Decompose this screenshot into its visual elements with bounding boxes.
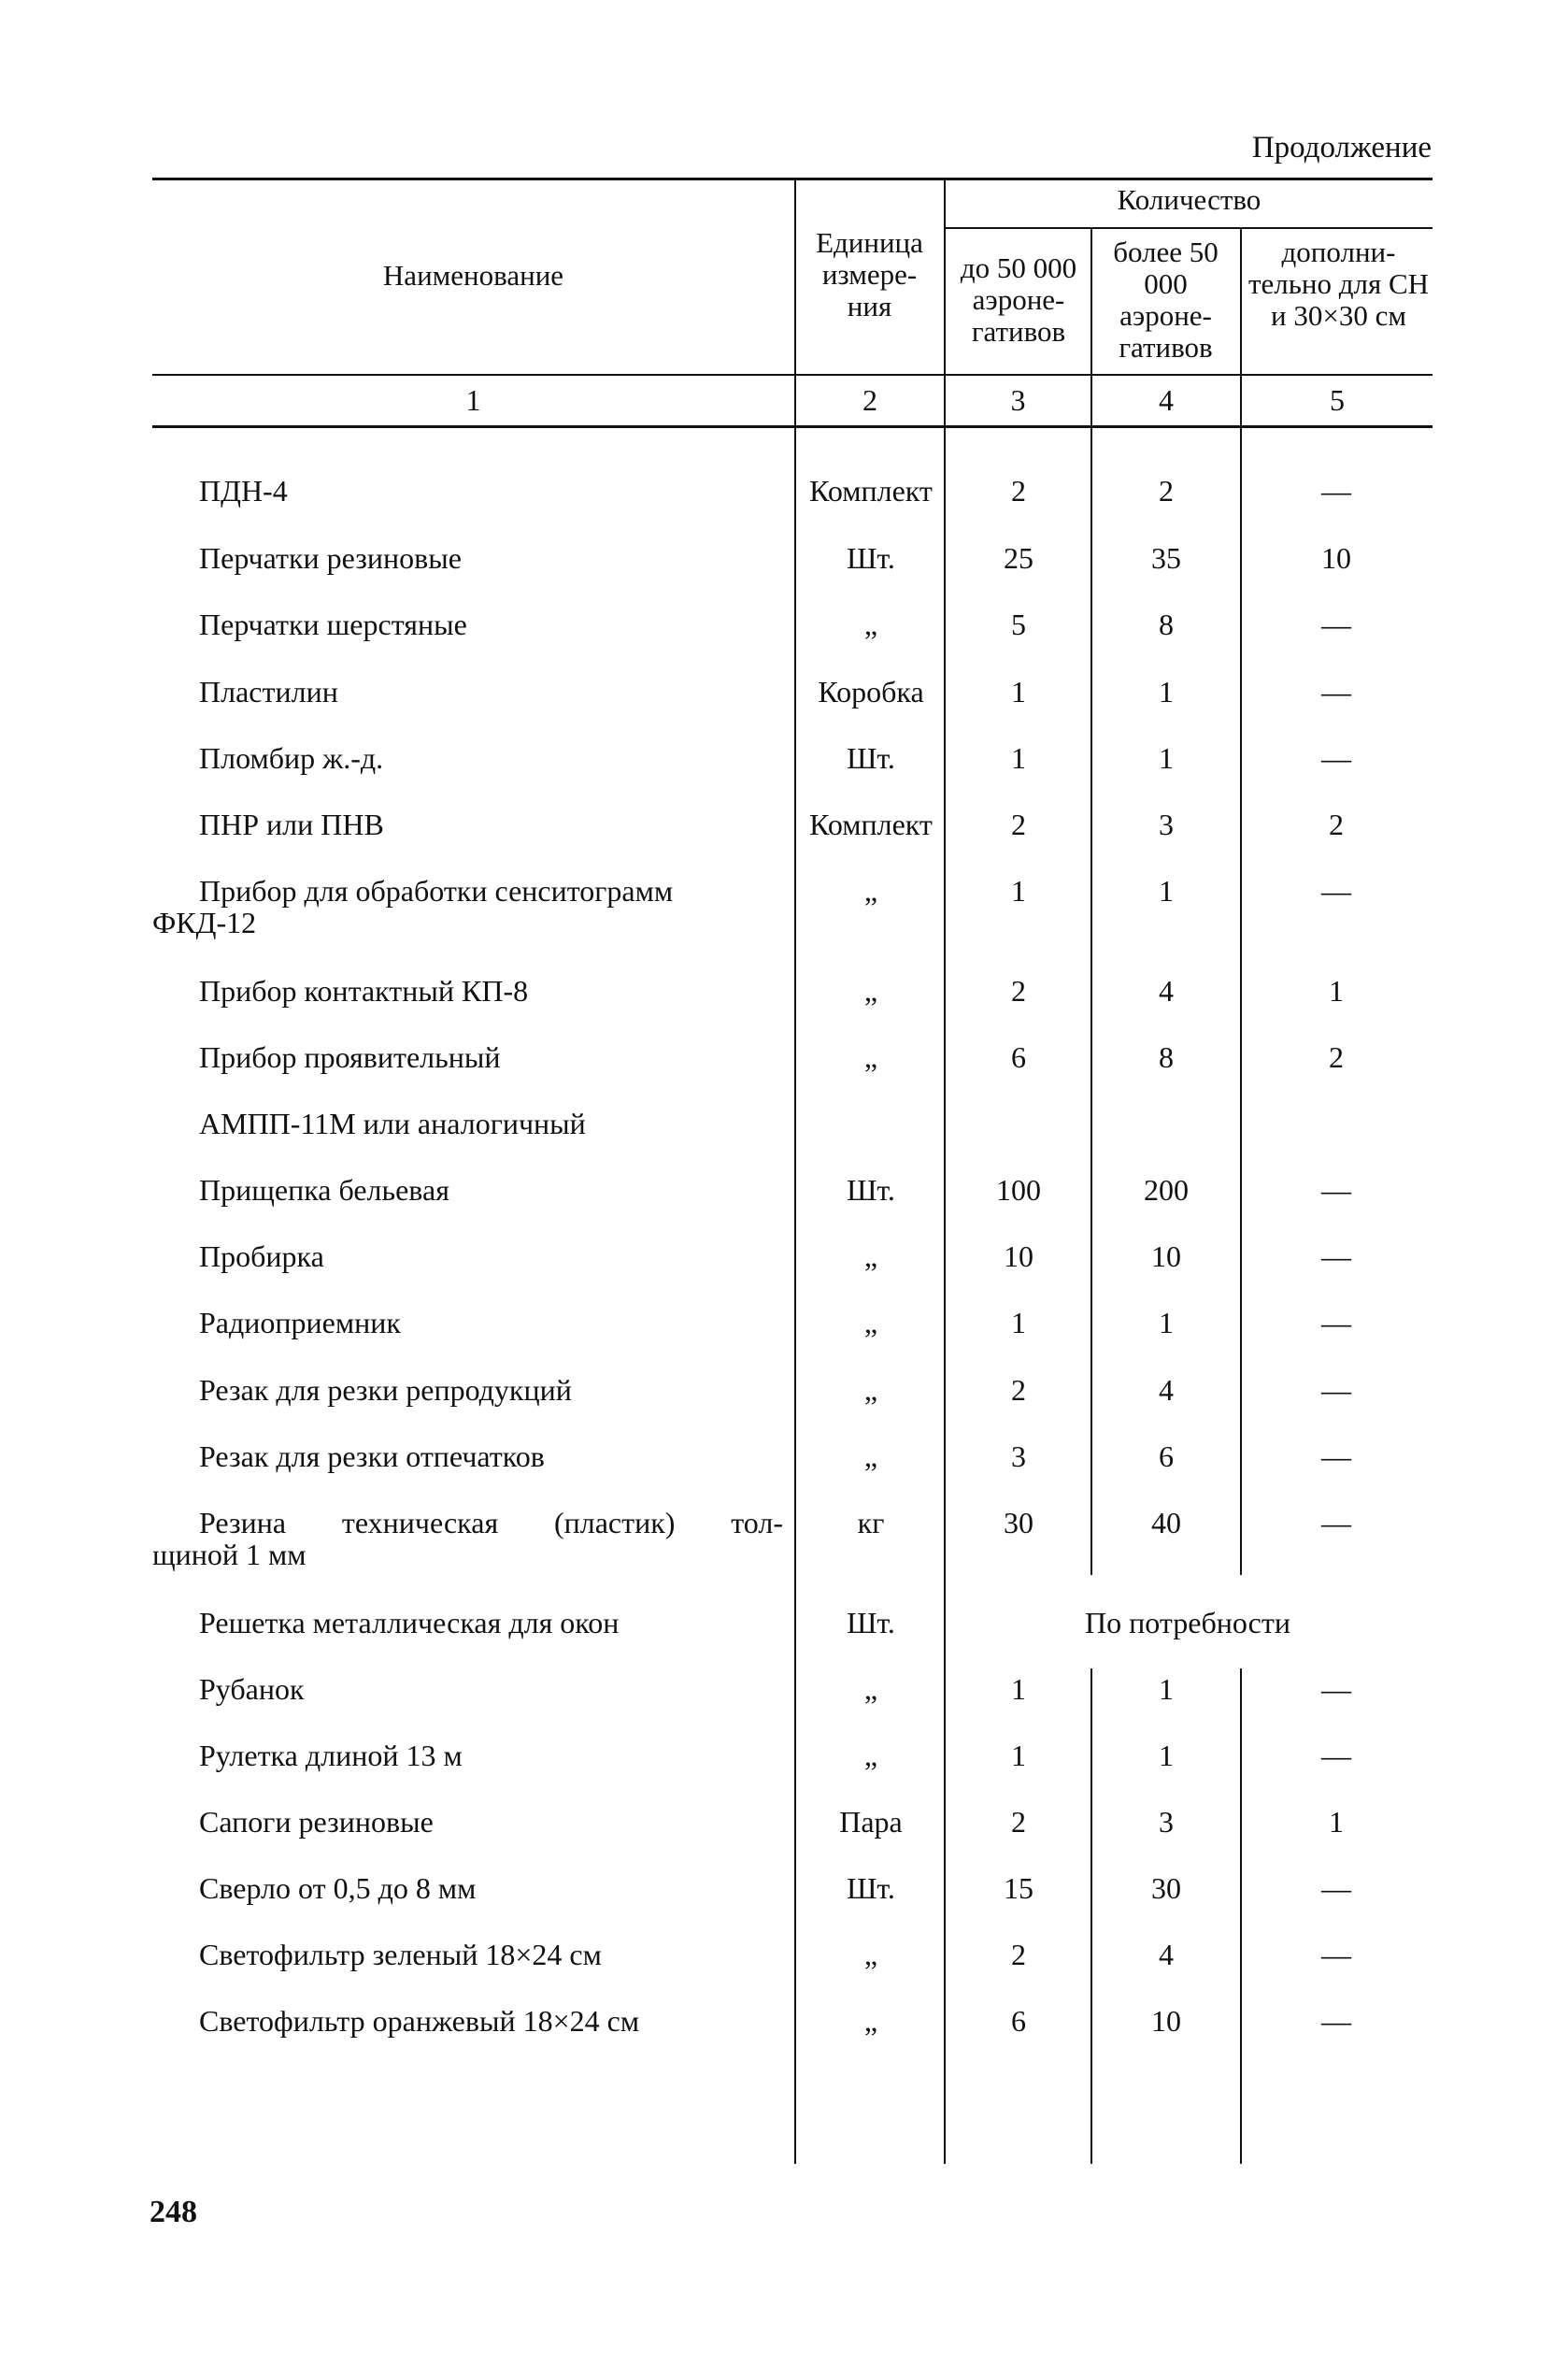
row-unit: „	[863, 1439, 878, 1473]
row-name: Рубанок	[199, 1672, 305, 1706]
row-unit: „	[863, 1373, 878, 1407]
table-top-rule	[152, 178, 1433, 180]
row-qty-additional: —	[1321, 1439, 1351, 1473]
column-number-1: 1	[465, 383, 481, 417]
row-qty-additional: —	[1321, 1239, 1351, 1273]
continued-label: Продолжение	[1251, 131, 1432, 165]
row-qty-under-50000: 1	[1011, 1306, 1026, 1339]
row-qty-additional: —	[1321, 1506, 1351, 1539]
row-unit: „	[863, 1739, 878, 1772]
row-qty-additional: —	[1321, 1373, 1351, 1407]
row-name: Радиоприемник	[199, 1306, 401, 1339]
row-qty-over-50000: 8	[1159, 1040, 1174, 1074]
row-name: Прибор проявительный	[199, 1040, 501, 1074]
row-name: Сверло от 0,5 до 8 мм	[199, 1871, 477, 1905]
header-col4: более 50 000 аэроне- гативов	[1113, 236, 1219, 364]
row-qty-over-50000: 30	[1151, 1871, 1181, 1905]
row-qty-additional: —	[1321, 1306, 1351, 1339]
row-unit: Шт.	[847, 741, 895, 775]
row-qty-over-50000: 3	[1159, 808, 1174, 841]
row-qty-under-50000: 6	[1011, 2004, 1026, 2038]
row-qty-additional: —	[1321, 1938, 1351, 1971]
row-qty-additional: —	[1321, 675, 1351, 709]
row-name: Резак для резки отпечатков	[199, 1439, 545, 1473]
row-qty-over-50000: 4	[1159, 1373, 1174, 1407]
row-name: Перчатки шерстяные	[199, 608, 467, 641]
row-qty-additional: —	[1321, 608, 1351, 641]
row-qty-additional: —	[1321, 474, 1351, 508]
row-qty-under-50000: 2	[1011, 474, 1026, 508]
row-unit: „	[863, 1239, 878, 1273]
quantity-header-rule	[946, 227, 1433, 229]
row-qty-additional: —	[1321, 1739, 1351, 1772]
row-unit: „	[863, 1306, 878, 1339]
row-qty-under-50000: 30	[1004, 1506, 1033, 1539]
row-name: Светофильтр оранжевый 18×24 см	[199, 2004, 640, 2038]
row-qty-additional: 1	[1329, 974, 1344, 1008]
header-col3: до 50 000 аэроне- гативов	[960, 251, 1077, 348]
row-qty-over-50000: 1	[1159, 675, 1174, 709]
row-qty-additional: —	[1321, 1173, 1351, 1207]
row-qty-under-50000: 6	[1011, 1040, 1026, 1074]
row-name: Прищепка бельевая	[199, 1173, 449, 1207]
row-qty-under-50000: 2	[1011, 1938, 1026, 1971]
row-qty-over-50000: 1	[1159, 874, 1174, 908]
row-qty-additional: 10	[1321, 541, 1351, 575]
header-quantity: Количество	[1117, 183, 1262, 216]
row-qty-over-50000: 8	[1159, 608, 1174, 641]
row-qty-additional: —	[1321, 741, 1351, 775]
row-unit: „	[863, 1040, 878, 1074]
row-qty-additional: 2	[1329, 808, 1344, 841]
row-qty-over-50000: 35	[1151, 541, 1181, 575]
row-name-continuation: ФКД-12	[152, 906, 257, 939]
body-divider-4b	[1240, 1668, 1242, 2164]
row-name: Перчатки резиновые	[199, 541, 462, 575]
row-name: Светофильтр зеленый 18×24 см	[199, 1938, 602, 1971]
row-qty-over-50000: 10	[1151, 1239, 1181, 1273]
row-unit: „	[863, 608, 878, 641]
row-unit: Комплект	[809, 474, 933, 508]
row-unit: Шт.	[847, 541, 895, 575]
row-qty-additional: 2	[1329, 1040, 1344, 1074]
row-name: Резак для резки репродукций	[199, 1373, 572, 1407]
row-qty-over-50000: 1	[1159, 1739, 1174, 1772]
row-name: Прибор контактный КП-8	[199, 974, 529, 1008]
body-divider-4a	[1240, 427, 1242, 1575]
row-unit: „	[863, 874, 878, 908]
row-name: Рулетка длиной 13 м	[199, 1739, 463, 1772]
row-qty-over-50000: 4	[1159, 974, 1174, 1008]
row-unit: „	[863, 2004, 878, 2038]
column-number-2: 2	[862, 383, 877, 417]
row-qty-over-50000: 10	[1151, 2004, 1181, 2038]
row-qty-under-50000: 2	[1011, 1373, 1026, 1407]
row-qty-under-50000: 100	[996, 1173, 1041, 1207]
row-qty-over-50000: 1	[1159, 1306, 1174, 1339]
row-unit: Шт.	[847, 1606, 895, 1639]
row-unit: „	[863, 1672, 878, 1706]
row-unit: „	[863, 974, 878, 1008]
row-qty-under-50000: 15	[1004, 1871, 1033, 1905]
page-number: 248	[150, 2195, 197, 2229]
row-name: Резина техническая (пластик) тол-	[199, 1506, 783, 1539]
row-name: АМПП-11М или аналогичный	[199, 1107, 586, 1140]
row-unit: Комплект	[809, 808, 933, 841]
row-qty-additional: —	[1321, 2004, 1351, 2038]
column-number-3: 3	[1010, 383, 1026, 417]
row-qty-over-50000: 1	[1159, 1672, 1174, 1706]
row-qty-under-50000: 1	[1011, 741, 1026, 775]
row-qty-over-50000: 1	[1159, 741, 1174, 775]
row-qty-additional: —	[1321, 874, 1351, 908]
header-col5: дополни- тельно для СН и 30×30 см	[1247, 236, 1430, 332]
row-name: Прибор для обработки сенситограмм	[199, 874, 674, 908]
row-qty-over-50000: 40	[1151, 1506, 1181, 1539]
row-name: ПДН-4	[199, 474, 288, 508]
row-qty-under-50000: 2	[1011, 808, 1026, 841]
row-qty-additional: 1	[1329, 1805, 1344, 1839]
row-qty-additional: —	[1321, 1871, 1351, 1905]
row-qty-under-50000: 2	[1011, 1805, 1026, 1839]
row-name: ПНР или ПНВ	[199, 808, 384, 841]
row-name-continuation: щиной 1 мм	[152, 1538, 306, 1571]
row-qty-under-50000: 10	[1004, 1239, 1033, 1273]
header-name: Наименование	[382, 259, 564, 292]
row-qty-under-50000: 1	[1011, 874, 1026, 908]
row-qty-under-50000: 5	[1011, 608, 1026, 641]
row-qty-over-50000: 3	[1159, 1805, 1174, 1839]
row-name: Сапоги резиновые	[199, 1805, 434, 1839]
header-unit: Единица измере- ния	[816, 226, 923, 322]
row-unit: Шт.	[847, 1871, 895, 1905]
row-unit: Шт.	[847, 1173, 895, 1207]
row-qty-additional: —	[1321, 1672, 1351, 1706]
row-qty-under-50000: 1	[1011, 675, 1026, 709]
row-unit: „	[863, 1938, 878, 1971]
row-unit: Пара	[839, 1805, 903, 1839]
row-qty-over-50000: 6	[1159, 1439, 1174, 1473]
row-qty-under-50000: 3	[1011, 1439, 1026, 1473]
row-unit: Коробка	[818, 675, 924, 709]
row-name: Пробирка	[199, 1239, 324, 1273]
row-qty-over-50000: 2	[1159, 474, 1174, 508]
column-number-4: 4	[1159, 383, 1174, 417]
row-name: Пломбир ж.-д.	[199, 741, 384, 775]
row-qty-under-50000: 2	[1011, 974, 1026, 1008]
row-qty-merged: По потребности	[1085, 1606, 1290, 1639]
row-unit: кг	[857, 1506, 885, 1539]
row-qty-over-50000: 4	[1159, 1938, 1174, 1971]
row-qty-over-50000: 200	[1144, 1173, 1189, 1207]
row-name: Пластилин	[199, 675, 338, 709]
row-qty-under-50000: 1	[1011, 1672, 1026, 1706]
row-name: Решетка металлическая для окон	[199, 1606, 620, 1639]
row-qty-under-50000: 25	[1004, 541, 1033, 575]
column-number-5: 5	[1330, 383, 1345, 417]
row-qty-under-50000: 1	[1011, 1739, 1026, 1772]
